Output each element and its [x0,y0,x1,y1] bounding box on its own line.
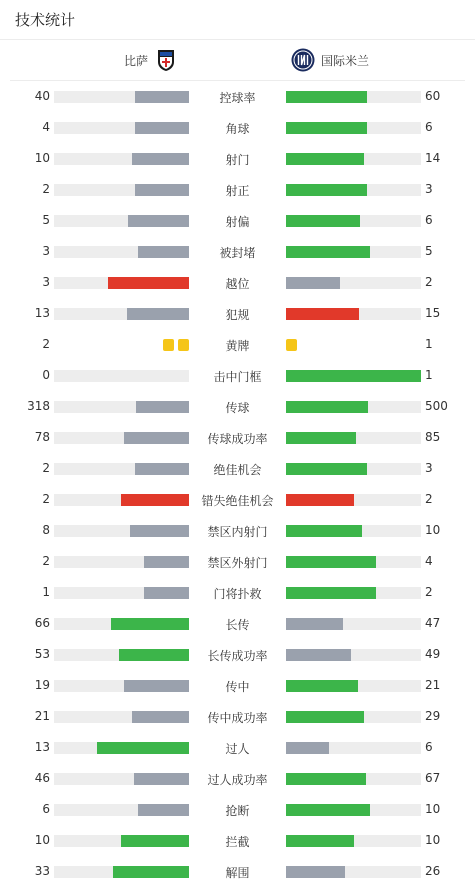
away-bar-fill [286,525,362,537]
away-value: 49 [425,647,441,661]
away-value: 2 [425,585,433,599]
home-value: 2 [42,492,50,506]
stat-row [0,794,475,825]
away-cards [286,339,297,351]
away-bar-fill [286,680,358,692]
away-bar-track [286,711,421,723]
home-bar-fill [136,401,189,413]
away-value: 10 [425,523,441,537]
home-bar-track [54,463,189,475]
home-team[interactable] [124,48,178,72]
stat-row [0,174,475,205]
home-bar-fill [132,153,189,165]
home-bar-track [54,525,189,537]
away-bar-fill [286,215,360,227]
stat-row [0,577,475,608]
home-bar-track [54,680,189,692]
home-bar-fill [119,649,189,661]
home-bar-track [54,494,189,506]
away-value: 47 [425,616,441,630]
away-bar-fill [286,370,421,382]
home-bar-fill [138,804,189,816]
home-value: 2 [42,182,50,196]
home-value: 13 [34,740,50,754]
home-value: 33 [34,864,50,878]
away-value: 2 [425,492,433,506]
away-bar-fill [286,277,340,289]
stat-row [0,639,475,670]
yellow-card-icon [178,339,189,351]
stat-label: 绝佳机会 [213,463,262,477]
away-bar-track [286,680,421,692]
away-bar-track [286,835,421,847]
stat-row [0,732,475,763]
stat-label: 射正 [225,184,250,198]
home-value: 21 [34,709,50,723]
away-team[interactable] [291,48,369,72]
away-bar-fill [286,184,367,196]
home-value: 2 [42,554,50,568]
away-bar-track [286,184,421,196]
away-bar-track [286,215,421,227]
stat-row [0,81,475,112]
away-bar-fill [286,711,364,723]
away-bar-fill [286,649,351,661]
home-value: 66 [34,616,50,630]
home-bar-track [54,91,189,103]
home-bar-fill [121,494,189,506]
away-value: 85 [425,430,441,444]
away-value: 1 [425,368,433,382]
away-bar-track [286,618,421,630]
away-bar-track [286,91,421,103]
away-value: 6 [425,213,433,227]
away-bar-fill [286,835,354,847]
away-bar-track [286,649,421,661]
home-bar-fill [124,680,189,692]
home-bar-fill [113,866,189,878]
away-value: 10 [425,833,441,847]
away-bar-track [286,556,421,568]
home-bar-track [54,184,189,196]
away-value: 10 [425,802,441,816]
stat-label: 传中成功率 [207,711,268,725]
home-bar-fill [111,618,189,630]
stat-row [0,267,475,298]
stat-row [0,205,475,236]
home-bar-track [54,246,189,258]
home-bar-track [54,153,189,165]
home-value: 0 [42,368,50,382]
stat-row [0,143,475,174]
stat-row [0,112,475,143]
yellow-card-icon [286,339,297,351]
home-bar-track [54,432,189,444]
away-bar-fill [286,91,367,103]
away-bar-track [286,866,421,878]
stat-label: 传中 [225,680,250,694]
home-bar-track [54,711,189,723]
away-value: 14 [425,151,441,165]
away-bar-fill [286,401,368,413]
home-bar-track [54,556,189,568]
stat-label: 击中门框 [213,370,262,384]
away-value: 500 [425,399,448,413]
teams-header [10,40,465,81]
stat-row [0,856,475,887]
away-bar-fill [286,618,343,630]
stat-label: 禁区外射门 [207,556,268,570]
stat-label: 禁区内射门 [207,525,268,539]
stat-row [0,329,475,360]
stat-label: 射偏 [225,215,250,229]
home-bar-fill [134,773,189,785]
stat-label: 被封堵 [219,246,256,260]
home-bar-fill [124,432,189,444]
away-value: 67 [425,771,441,785]
home-value: 19 [34,678,50,692]
away-bar-track [286,494,421,506]
home-value: 13 [34,306,50,320]
home-value: 10 [34,833,50,847]
stat-label: 解围 [225,866,250,880]
away-bar-fill [286,246,370,258]
away-value: 26 [425,864,441,878]
away-bar-track [286,153,421,165]
stat-label: 传球成功率 [207,432,268,446]
home-bar-fill [108,277,189,289]
away-bar-track [286,525,421,537]
away-team-name: 国际米兰 [321,53,370,68]
home-bar-fill [127,308,189,320]
stat-label: 长传成功率 [207,649,268,663]
stat-row [0,608,475,639]
away-value: 5 [425,244,433,258]
stat-label: 黄牌 [225,339,250,353]
away-bar-fill [286,773,366,785]
away-bar-track [286,773,421,785]
home-bar-track [54,742,189,754]
stat-label: 过人 [225,742,250,756]
away-bar-track [286,587,421,599]
page-title: 技术统计 [15,11,76,29]
home-value: 3 [42,244,50,258]
home-bar-track [54,587,189,599]
stat-row [0,670,475,701]
home-value: 4 [42,120,50,134]
away-bar-track [286,742,421,754]
home-value: 10 [34,151,50,165]
home-bar-fill [135,184,189,196]
home-bar-fill [135,122,189,134]
home-bar-track [54,773,189,785]
away-value: 6 [425,120,433,134]
stat-label: 长传 [225,618,250,632]
away-value: 15 [425,306,441,320]
stat-row [0,546,475,577]
stat-label: 传球 [225,401,250,415]
stat-row [0,825,475,856]
away-bar-fill [286,463,367,475]
home-bar-track [54,649,189,661]
stat-row [0,360,475,391]
away-value: 3 [425,182,433,196]
home-team-name: 比萨 [123,53,148,68]
stat-label: 角球 [225,122,250,136]
home-cards [163,339,189,351]
home-bar-track [54,401,189,413]
away-value: 6 [425,740,433,754]
home-value: 3 [42,275,50,289]
page-header [0,0,475,40]
away-bar-fill [286,587,376,599]
stat-row [0,391,475,422]
stats-list [0,81,475,887]
away-bar-track [286,401,421,413]
away-value: 29 [425,709,441,723]
stat-row [0,298,475,329]
away-bar-fill [286,153,364,165]
away-bar-track [286,804,421,816]
away-bar-track [286,370,421,382]
inter-crest-icon [291,48,315,72]
away-bar-track [286,308,421,320]
stat-label: 错失绝佳机会 [201,494,274,508]
stat-row [0,515,475,546]
home-value: 53 [34,647,50,661]
stat-row [0,453,475,484]
stat-label: 门将扑救 [213,587,262,601]
home-value: 78 [34,430,50,444]
away-value: 2 [425,275,433,289]
home-bar-fill [97,742,189,754]
pisa-crest-icon [154,48,178,72]
home-bar-fill [132,711,189,723]
home-value: 8 [42,523,50,537]
away-value: 21 [425,678,441,692]
away-bar-fill [286,804,370,816]
home-bar-track [54,370,189,382]
yellow-card-icon [163,339,174,351]
home-bar-track [54,618,189,630]
away-bar-track [286,432,421,444]
home-value: 46 [34,771,50,785]
home-bar-track [54,308,189,320]
away-bar-fill [286,494,354,506]
stat-label: 过人成功率 [207,773,268,787]
stat-label: 越位 [225,277,250,291]
stat-label: 拦截 [225,835,250,849]
away-bar-track [286,277,421,289]
home-value: 1 [42,585,50,599]
stat-row [0,484,475,515]
home-value: 6 [42,802,50,816]
home-value: 2 [42,461,50,475]
home-bar-fill [121,835,189,847]
away-bar-track [286,463,421,475]
home-value: 318 [27,399,50,413]
away-value: 3 [425,461,433,475]
home-bar-fill [138,246,189,258]
stat-label: 控球率 [219,91,256,105]
away-value: 4 [425,554,433,568]
home-bar-track [54,122,189,134]
away-value: 1 [425,337,433,351]
away-bar-track [286,246,421,258]
home-value: 40 [34,89,50,103]
home-bar-track [54,835,189,847]
away-bar-fill [286,556,376,568]
away-bar-fill [286,122,367,134]
stat-label: 犯规 [225,308,250,322]
home-bar-track [54,277,189,289]
home-bar-fill [130,525,189,537]
stat-label: 抢断 [225,804,250,818]
home-bar-fill [144,587,189,599]
away-bar-fill [286,432,356,444]
away-bar-fill [286,308,359,320]
away-bar-fill [286,742,329,754]
home-bar-fill [128,215,189,227]
stat-row [0,763,475,794]
away-value: 60 [425,89,441,103]
home-value: 2 [42,337,50,351]
home-bar-fill [135,91,189,103]
stat-row [0,422,475,453]
away-bar-fill [286,866,345,878]
home-bar-track [54,866,189,878]
home-bar-track [54,215,189,227]
stat-row [0,236,475,267]
away-bar-track [286,122,421,134]
home-value: 5 [42,213,50,227]
home-bar-fill [144,556,189,568]
stat-label: 射门 [225,153,250,167]
home-bar-fill [135,463,189,475]
stat-row [0,701,475,732]
home-bar-track [54,804,189,816]
